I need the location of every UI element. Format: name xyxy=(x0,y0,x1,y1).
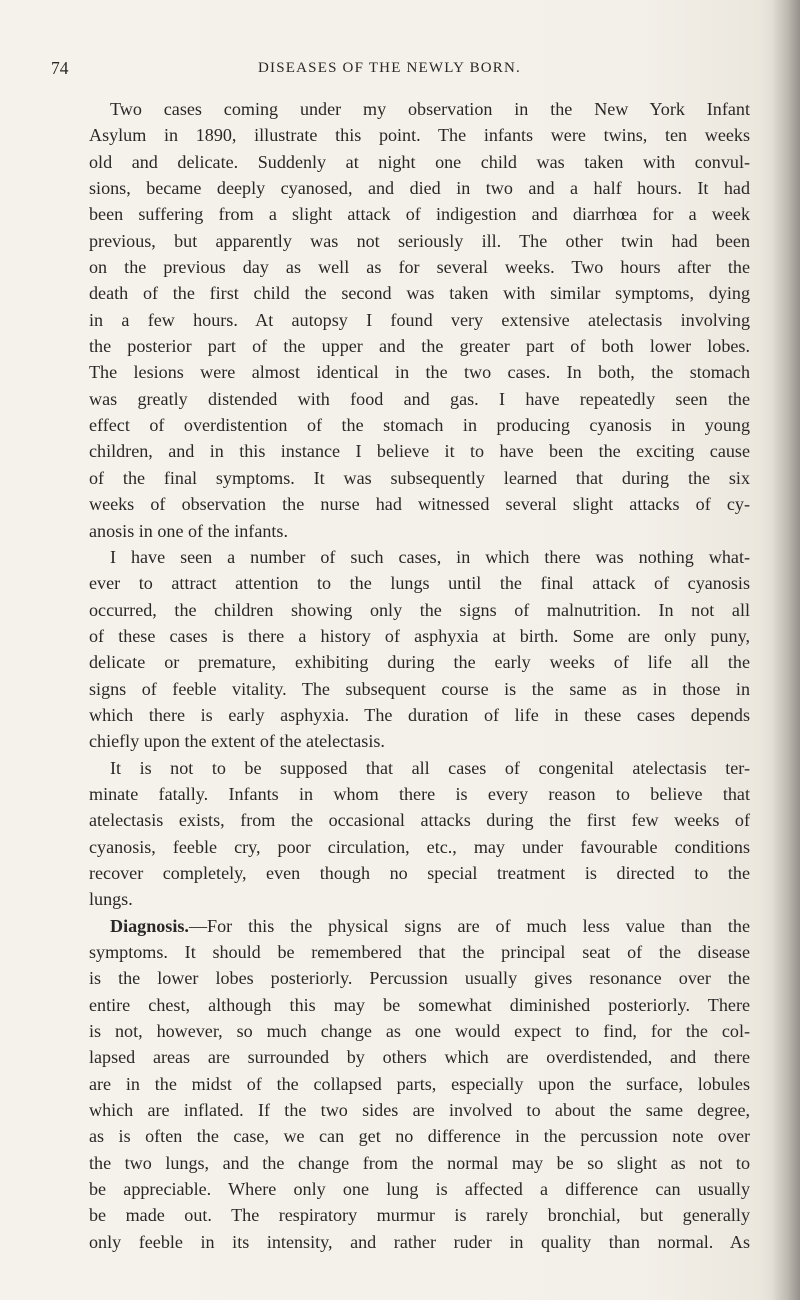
text-line: children, and in this instance I believe it to have been the exciting cause xyxy=(89,441,750,462)
heading-line-rest: —For this the physical signs are of much less value than the xyxy=(188,915,750,936)
text-line: death of the first child the second was taken with similar symptoms, dying xyxy=(89,283,750,304)
text-line xyxy=(110,913,750,939)
running-head xyxy=(51,56,751,80)
text-line: are in the midst of the collapsed parts, especially upon the surface, lobules xyxy=(89,1073,750,1094)
text-line: which are inflated. If the two sides are involved to about the same degree, xyxy=(89,1100,750,1121)
paragraph-1 xyxy=(89,96,750,544)
text-line: delicate or premature, exhibiting during the early weeks of life all the xyxy=(89,652,750,673)
page-number: 74 xyxy=(51,58,69,78)
text-line: Two cases coming under my observation in the New York Infant xyxy=(110,99,750,119)
text-line: in a few hours. At autopsy I found very extensive atelectasis involving xyxy=(89,309,750,330)
text-line: anosis in one of the infants. xyxy=(89,520,288,541)
text-line: signs of feeble vitality. The subsequent course is the same as in those in xyxy=(89,678,750,699)
text-line: It is not to be supposed that all cases of congenital atelectasis ter- xyxy=(110,757,750,778)
body-text xyxy=(89,96,750,1255)
text-line: atelectasis exists, from the occasional attacks during the first few weeks of xyxy=(89,810,750,831)
running-head-title: DISEASES OF THE NEWLY BORN. xyxy=(258,60,521,76)
text-line: the posterior part of the upper and the greater part of both lower lobes. xyxy=(89,336,750,357)
text-line: occurred, the children showing only the signs of malnutrition. In not all xyxy=(89,599,750,620)
section-heading: Diagnosis. xyxy=(110,915,189,936)
text-line: of these cases is there a history of asphyxia at birth. Some are only puny, xyxy=(89,625,750,646)
text-line: weeks of observation the nurse had witnessed several slight attacks of cy- xyxy=(89,494,750,515)
text-line: be appreciable. Where only one lung is affected a difference can usually xyxy=(89,1179,750,1200)
text-line: was greatly distended with food and gas. I have repeatedly seen the xyxy=(89,388,750,409)
text-line: be made out. The respiratory murmur is rarely bronchial, but generally xyxy=(89,1205,750,1226)
text-line: Asylum in 1890, illustrate this point. The infants were twins, ten weeks xyxy=(89,125,750,146)
text-line: previous, but apparently was not seriously ill. The other twin had been xyxy=(89,230,750,251)
text-line: which there is early asphyxia. The duration of life in these cases depends xyxy=(89,704,750,725)
text-line: on the previous day as well as for several weeks. Two hours after the xyxy=(89,257,750,278)
text-line: effect of overdistention of the stomach in producing cyanosis in young xyxy=(89,415,750,436)
text-line: entire chest, although this may be somewhat diminished posteriorly. There xyxy=(89,994,750,1015)
paragraph-3 xyxy=(89,755,750,913)
text-line: is the lower lobes posteriorly. Percussion usually gives resonance over the xyxy=(89,968,750,989)
text-line: cyanosis, feeble cry, poor circulation, etc., may under favourable conditions xyxy=(89,836,750,857)
text-line: the two lungs, and the change from the normal may be so slight as not to xyxy=(89,1152,750,1173)
text-line: The lesions were almost identical in the two cases. In both, the stomach xyxy=(89,362,750,383)
text-line: of the final symptoms. It was subsequently learned that during the six xyxy=(89,467,750,488)
text-line: as is often the case, we can get no difference in the percussion note over xyxy=(89,1126,750,1147)
text-line: sions, became deeply cyanosed, and died in two and a half hours. It had xyxy=(89,178,750,199)
paragraph-2 xyxy=(89,544,750,755)
text-line: symptoms. It should be remembered that the principal seat of the disease xyxy=(89,942,750,962)
paragraph-diagnosis xyxy=(89,913,750,1255)
text-line: only feeble in its intensity, and rather ruder in quality than normal. As xyxy=(89,1231,750,1252)
page-edge-shadow xyxy=(772,0,800,1300)
text-line: ever to attract attention to the lungs until the final attack of cyanosis xyxy=(89,573,750,594)
text-line: lapsed areas are surrounded by others which are overdistended, and there xyxy=(89,1047,750,1068)
text-line: chiefly upon the extent of the atelectasis. xyxy=(89,731,385,752)
text-line: recover completely, even though no special treatment is directed to the xyxy=(89,862,750,883)
text-line: lungs. xyxy=(89,889,133,910)
text-line: I have seen a number of such cases, in which there was nothing what- xyxy=(110,546,750,567)
text-line: old and delicate. Suddenly at night one child was taken with convul- xyxy=(89,151,750,172)
text-line: minate fatally. Infants in whom there is every reason to believe that xyxy=(89,783,750,804)
text-line: been suffering from a slight attack of indigestion and diarrhœa for a week xyxy=(89,204,750,225)
text-line: is not, however, so much change as one would expect to find, for the col- xyxy=(89,1021,750,1042)
